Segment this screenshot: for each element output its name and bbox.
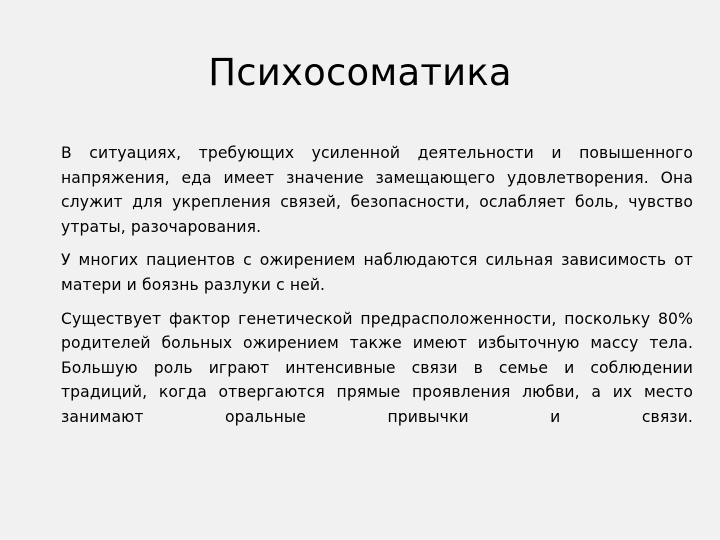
- slide-title: Психосоматика: [208, 51, 512, 94]
- paragraph-1: В ситуациях, требующих усиленной деятельности и повышенного напряжения, еда имеет значение замещающего удовлетворения. Она служит для укрепления связей, безопасности, ослабляет боль, чувство утраты, разочарования.: [61, 144, 693, 236]
- paragraph-3: Существует фактор генетической предрасположенности, поскольку 80% родителей больных ожирением также имеют избыточную массу тела. Большую роль играют интенсивные связи в семье и соблюдении традиций, когда отвергаются прямые проявления любви, а их место занимают оральные привычки и связи.: [61, 309, 693, 426]
- paragraph-2: У многих пациентов с ожирением наблюдаются сильная зависимость от матери и боязнь разлуки с ней.: [61, 251, 693, 294]
- slide-body: [61, 141, 693, 439]
